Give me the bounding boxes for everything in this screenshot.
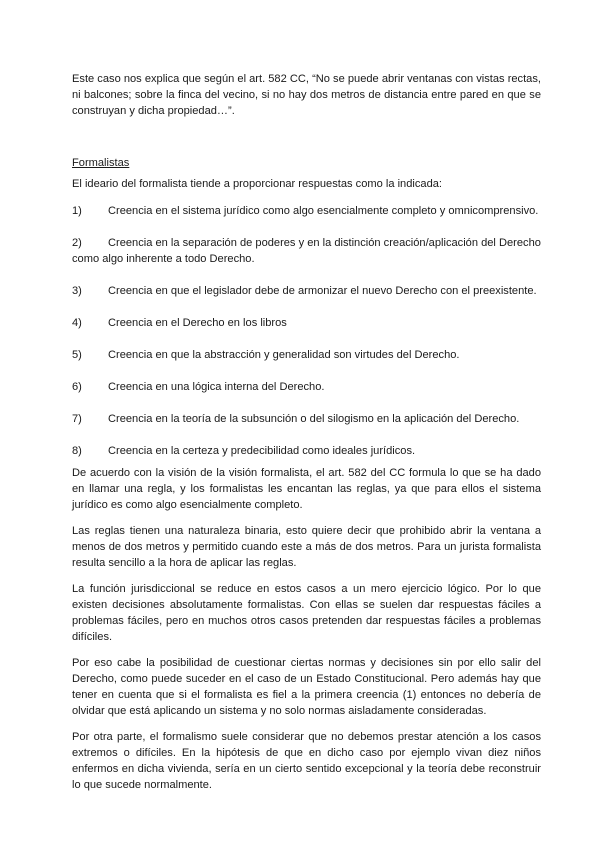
body-paragraph: La función jurisdiccional se reduce en estos casos a un mero ejercicio lógico. Por lo que existen decisiones absolutamente formalistas. Con ellas se suelen dar respuestas fáciles a problemas fáciles, pero en muchos otros casos pretenden dar respuestas fáciles a problemas difíciles.: [72, 583, 541, 643]
list-item: [72, 235, 541, 267]
body-paragraph: Por otra parte, el formalismo suele considerar que no debemos prestar atención a los casos extremos o difíciles. En la hipótesis de que en dicho caso por ejemplo vivan diez niños enfermos en dicha vivienda, sería en un cierto sentido excepcional y la teoría debe reconstruir lo que sucede normalmente.: [72, 731, 541, 791]
lead-paragraph: El ideario del formalista tiende a proporcionar respuestas como la indicada:: [72, 178, 442, 190]
list-item-text: Creencia en que la abstracción y generalidad son virtudes del Derecho.: [108, 349, 460, 361]
list-item: [72, 443, 541, 459]
list-item-number: 8): [72, 445, 82, 457]
list-item: [72, 411, 541, 427]
section-heading: Formalistas: [72, 157, 130, 169]
list-item-text: Creencia en la teoría de la subsunción o del silogismo en la aplicación del Derecho.: [108, 413, 520, 425]
list-item-text: Creencia en que el legislador debe de armonizar el nuevo Derecho con el preexistente.: [108, 285, 537, 297]
list-item-number: 6): [72, 381, 82, 393]
list-item-number: 1): [72, 205, 82, 217]
list-item-text: Creencia en la separación de poderes y en la distinción creación/aplicación del Derecho como algo inherente a todo Derecho.: [72, 237, 541, 265]
list-item-number: 5): [72, 349, 82, 361]
list-item-number: 3): [72, 285, 82, 297]
list-item: [72, 315, 541, 331]
list-item-text: Creencia en el sistema jurídico como algo esencialmente completo y omnicomprensivo.: [108, 205, 539, 217]
body-paragraph: Por eso cabe la posibilidad de cuestionar ciertas normas y decisiones sin por ello salir del Derecho, como puede suceder en el caso de un Estado Constitucional. Pero además hay que tener en cuenta que si el formalista es fiel a la primera creencia (1) entonces no debería de olvidar que está aplicando un sistema y no solo normas aisladamente consideradas.: [72, 657, 541, 717]
list-item: [72, 379, 541, 395]
list-item-number: 2): [72, 237, 82, 249]
list-item: [72, 347, 541, 363]
list-item: [72, 203, 541, 219]
beliefs-list: [72, 203, 541, 459]
list-item-text: Creencia en una lógica interna del Derecho.: [108, 381, 325, 393]
list-item-text: Creencia en el Derecho en los libros: [108, 317, 287, 329]
intro-paragraph: Este caso nos explica que según el art. 582 CC, “No se puede abrir ventanas con vistas rectas, ni balcones; sobre la finca del vecino, si no hay dos metros de distancia entre pared en que se construyan y dicha propiedad…”.: [72, 73, 541, 117]
body-paragraph: Las reglas tienen una naturaleza binaria, esto quiere decir que prohibido abrir la ventana a menos de dos metros y permitido cuando este a más de dos metros. Para un jurista formalista resulta sencillo a la hora de aplicar las reglas.: [72, 525, 541, 569]
list-item-text: Creencia en la certeza y predecibilidad como ideales jurídicos.: [108, 445, 416, 457]
document-page: [72, 71, 541, 803]
list-item-number: 7): [72, 413, 82, 425]
list-item-number: 4): [72, 317, 82, 329]
body-paragraph: De acuerdo con la visión de la visión formalista, el art. 582 del CC formula lo que se ha dado en llamar una regla, y los formalistas les encantan las reglas, ya que para ellos el sistema jurídico es como algo esencialmente completo.: [72, 467, 541, 511]
list-item: [72, 283, 541, 299]
